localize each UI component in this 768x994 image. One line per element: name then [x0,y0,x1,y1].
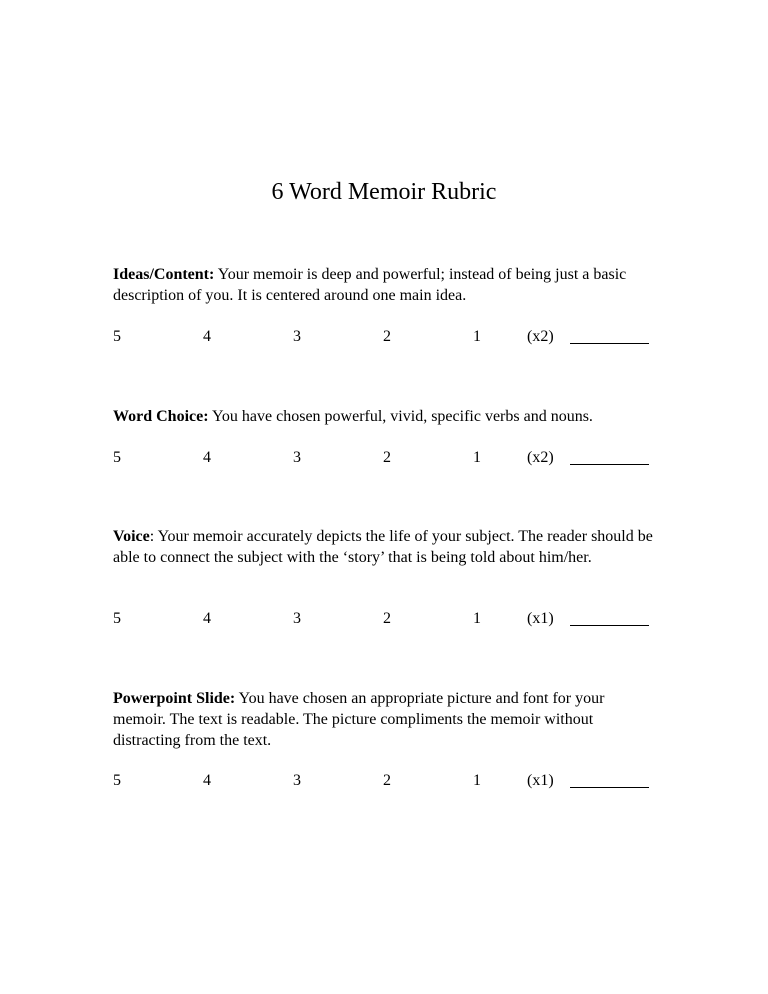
score-1: 1 [473,449,481,466]
score-3: 3 [293,772,301,789]
score-row-ideas-content [0,326,768,347]
score-2: 2 [383,772,391,789]
score-2: 2 [383,610,391,627]
page-title: 6 Word Memoir Rubric [271,179,497,205]
score-blank-line [570,326,649,344]
score-3: 3 [293,610,301,627]
criterion-label: Voice [113,528,150,545]
score-blank-line [570,608,649,626]
score-5: 5 [113,328,121,345]
multiplier: (x2) [527,328,554,345]
score-5: 5 [113,610,121,627]
criterion-powerpoint-slide [113,688,658,751]
criterion-label: Powerpoint Slide: [113,690,236,707]
multiplier: (x1) [527,610,554,627]
score-2: 2 [383,328,391,345]
score-5: 5 [113,449,121,466]
criterion-label: Word Choice: [113,408,209,425]
score-4: 4 [203,772,211,789]
score-3: 3 [293,449,301,466]
score-row-powerpoint-slide [0,770,768,791]
score-1: 1 [473,328,481,345]
criterion-label: Ideas/Content: [113,266,215,283]
score-2: 2 [383,449,391,466]
score-4: 4 [203,449,211,466]
score-blank-line [570,447,649,465]
score-1: 1 [473,610,481,627]
criterion-description: You have chosen an appropriate picture and font for your memoir. The text is readable. The picture compliments the memoir without distracting from the text. [113,690,605,749]
score-5: 5 [113,772,121,789]
criterion-description: Your memoir is deep and powerful; instead of being just a basic description of you. It is centered around one main idea. [113,266,627,304]
score-1: 1 [473,772,481,789]
criterion-description: : Your memoir accurately depicts the life of your subject. The reader should be able to connect the subject with the ‘story’ that is being told about him/her. [113,528,653,566]
score-4: 4 [203,610,211,627]
multiplier: (x1) [527,772,554,789]
criterion-ideas-content [113,264,658,306]
score-row-word-choice [0,447,768,468]
score-blank-line [570,770,649,788]
score-row-voice [0,608,768,629]
multiplier: (x2) [527,449,554,466]
criterion-word-choice [113,406,658,427]
criterion-voice [113,526,658,568]
criterion-description: You have chosen powerful, vivid, specific verbs and nouns. [208,408,593,425]
score-4: 4 [203,328,211,345]
score-3: 3 [293,328,301,345]
